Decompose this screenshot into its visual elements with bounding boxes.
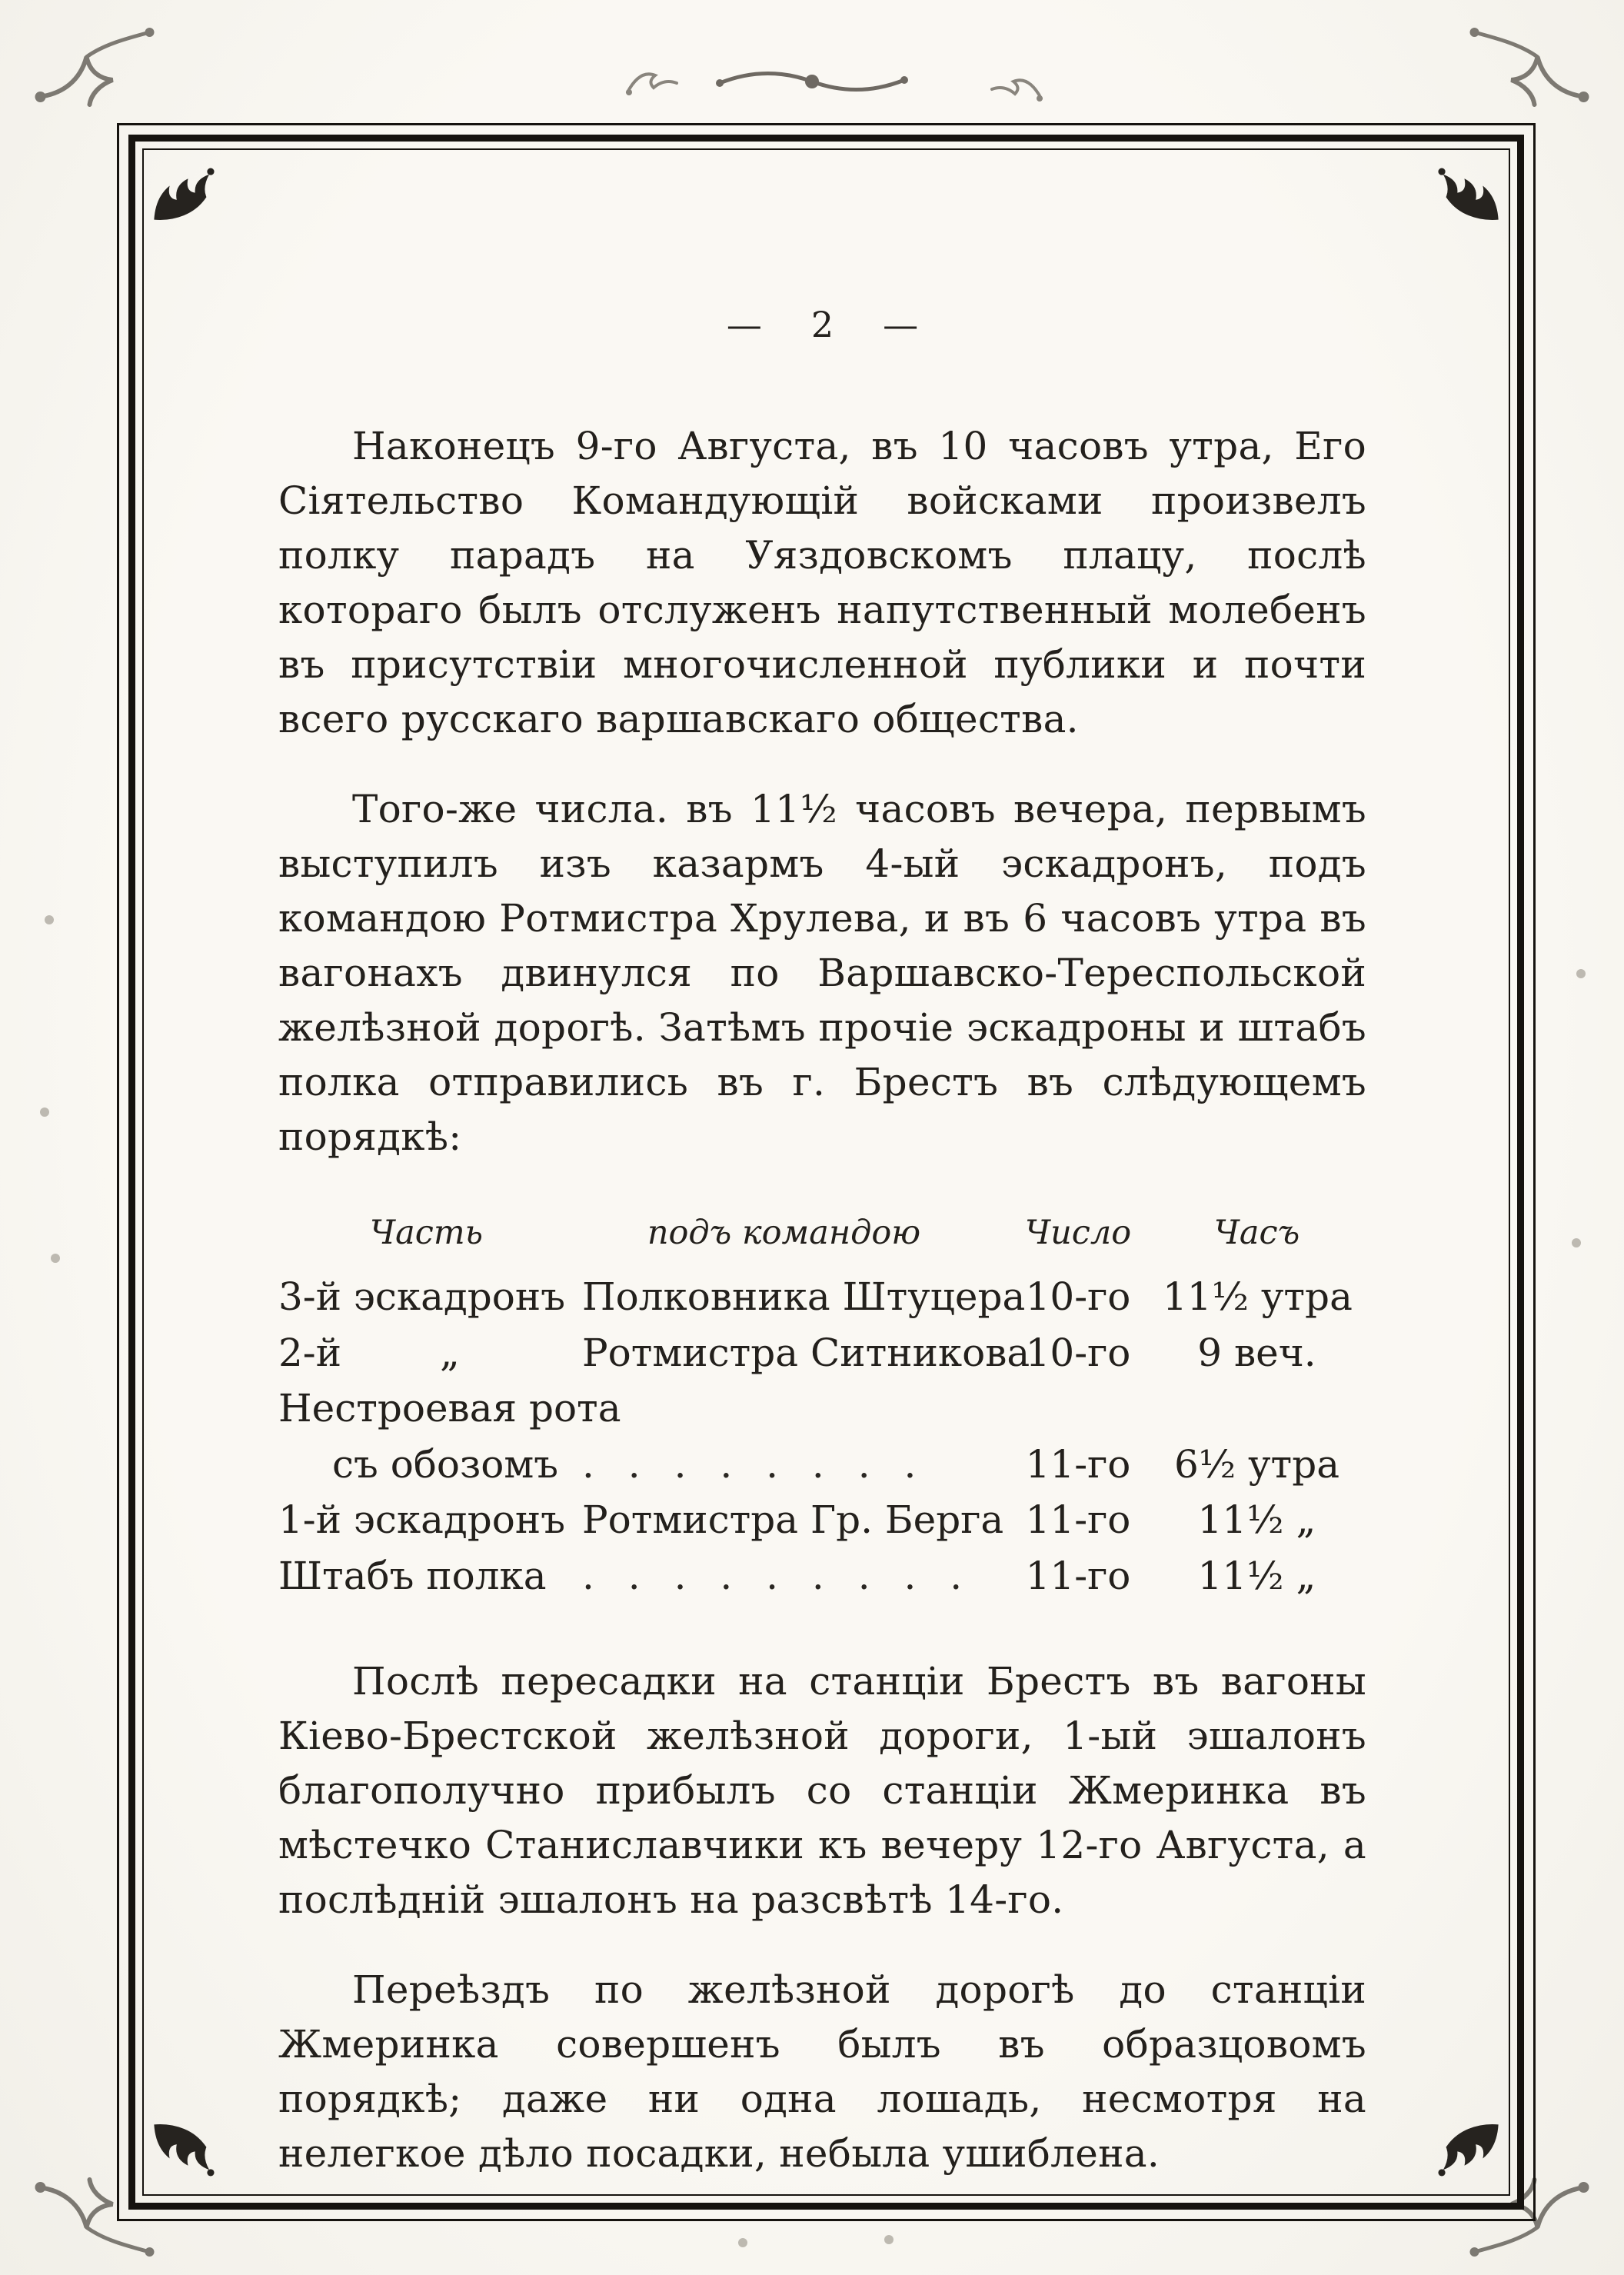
paragraph-parade: Наконецъ 9-го Августа, въ 10 часовъ утра, Его Сіятельство Командующій войсками произвелъ полку парадъ на Уяздовскомъ плацу, послѣ котораго былъ отслуженъ напутственный молебенъ въ присутствіи многочисленной публики и почти всего русскаго варшавскаго общества. (278, 424, 1366, 741)
margin-speck (40, 1108, 49, 1117)
page-number-value: 2 (810, 304, 834, 345)
corner-flourish-icon (1466, 23, 1593, 108)
cell-time: 11½ „ (1197, 1497, 1316, 1543)
cell-command: Ротмистра Гр. Берга (582, 1497, 1004, 1543)
cell-part-label: съ обозомъ (332, 1441, 559, 1487)
table-header-command: подъ командою (647, 1214, 921, 1252)
margin-speck (45, 915, 54, 924)
cell-time: 11½ утра (1163, 1274, 1353, 1320)
top-curl-ornament-icon (989, 71, 1044, 105)
departure-table (278, 1209, 1366, 1604)
table-row (278, 1325, 1366, 1381)
top-bow-ornament-icon (712, 60, 912, 103)
page-number (278, 304, 1366, 345)
table-header-time: Часъ (1213, 1214, 1300, 1252)
corner-flourish-icon (31, 23, 158, 108)
cell-time: 9 веч. (1197, 1330, 1316, 1375)
cell-time: 6½ утра (1173, 1441, 1340, 1487)
margin-speck (51, 1254, 60, 1263)
table-row (278, 1437, 1366, 1493)
cell-date: 11-го (1025, 1553, 1131, 1598)
cell-part: 1-й эскадронъ (278, 1497, 566, 1543)
cell-part (278, 1437, 574, 1493)
table-row (278, 1381, 1366, 1437)
text-block (144, 150, 1509, 2194)
page-border-mid (128, 135, 1524, 2210)
dot-leader: . . . . . . . . . (582, 1553, 967, 1598)
cell-time: 11½ „ (1197, 1553, 1316, 1598)
cell-date: 11-го (1025, 1497, 1131, 1543)
ditto-mark: „ (440, 1330, 461, 1375)
cell-part (278, 1325, 574, 1381)
cell-command: Полковника Штуцера (582, 1274, 1026, 1320)
margin-speck (884, 2235, 894, 2244)
paragraph-condition: Переѣздъ по желѣзной дорогѣ до станціи Жмеринка совершенъ былъ въ образцовомъ порядкѣ; даже ни одна лошадь, несмотря на нелегкое дѣло посадки, небыла ушиблена. (278, 1967, 1366, 2177)
dot-leader: . . . . . . . . (582, 1441, 921, 1487)
paragraph-departure: Того-же числа. въ 11½ часовъ вечера, первымъ выступилъ изъ казармъ 4-ый эскадронъ, подъ командою Ротмистра Хрулева, и въ 6 часовъ утра въ вагонахъ двинулся по Варшавско-Тереспольской желѣзной дорогѣ. Затѣмъ прочіе эскадроны и штабъ полка отправились въ г. Брестъ въ слѣдующемъ порядкѣ: (278, 787, 1366, 1159)
cell-part: Штабъ полка (278, 1553, 547, 1598)
cell-part: 3-й эскадронъ (278, 1274, 566, 1320)
top-curl-ornament-icon (624, 65, 680, 98)
table-header-part: Часть (369, 1214, 484, 1252)
page-border-outer (117, 123, 1536, 2221)
table-row (278, 1269, 1366, 1325)
table-row (278, 1492, 1366, 1548)
margin-speck (1576, 969, 1586, 978)
paragraph-arrival: Послѣ пересадки на станціи Брестъ въ вагоны Кіево-Брестской желѣзной дороги, 1-ый эшалонъ благополучно прибылъ со станціи Жмеринка въ мѣстечко Станиславчики къ вечеру 12-го Августа, а послѣдній эшалонъ на разсвѣтѣ 14-го. (278, 1659, 1366, 1923)
table-row (278, 1548, 1366, 1604)
cell-part: Нестроевая рота (278, 1386, 621, 1431)
cell-part-label: 2-й (278, 1330, 342, 1375)
cell-command: Ротмистра Ситникова (582, 1330, 1030, 1375)
cell-date: 11-го (1025, 1441, 1131, 1487)
cell-date: 10-го (1025, 1274, 1131, 1320)
page-number-dash: — (726, 304, 762, 345)
margin-speck (738, 2238, 747, 2247)
margin-speck (1572, 1238, 1581, 1247)
page-border-inner (142, 148, 1510, 2196)
cell-date: 10-го (1025, 1330, 1131, 1375)
page-number-dash: — (883, 304, 919, 345)
table-header-date: Число (1024, 1214, 1132, 1252)
table-header-row (278, 1209, 1366, 1257)
